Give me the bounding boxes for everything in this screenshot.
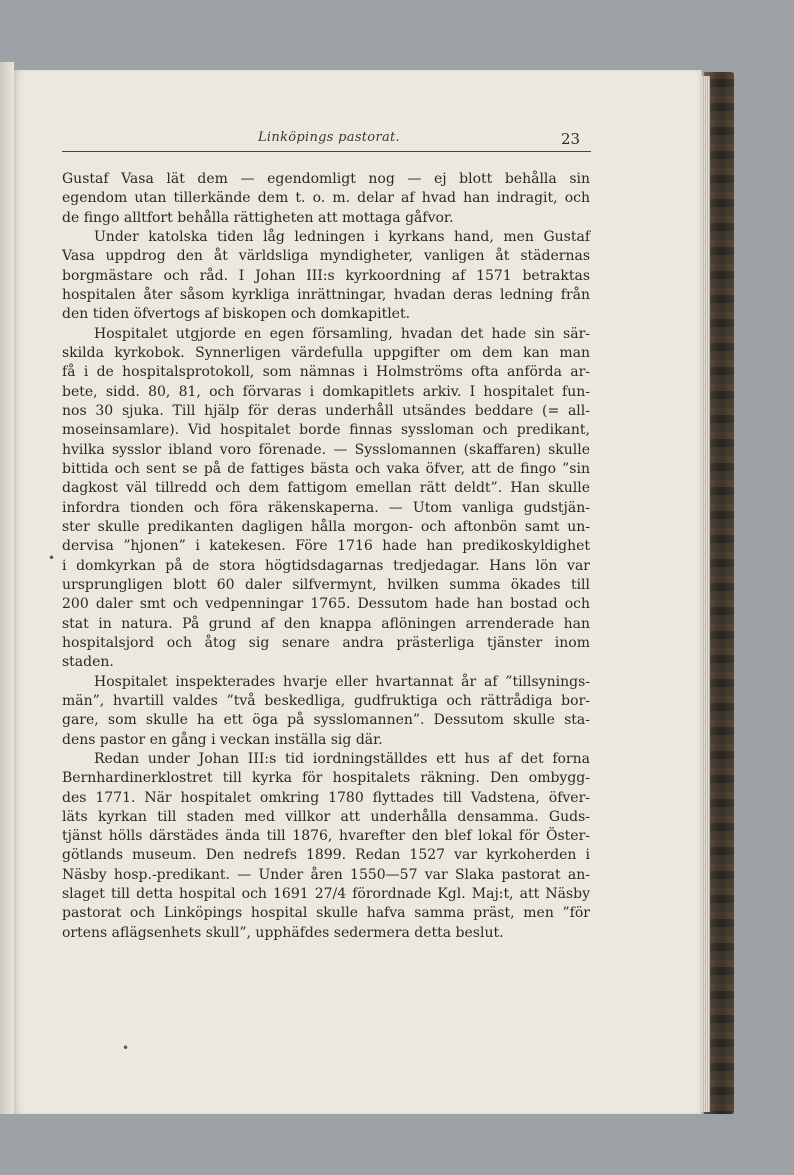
text-line: Gustaf Vasa lät dem — egendomligt nog — ej blott behålla sin <box>62 171 590 187</box>
text-line: infordra tionden och föra räkenskaperna. — Utom vanliga gudstjän- <box>62 499 590 516</box>
text-line: Vasa uppdrog den åt världsliga myndigheter, vanligen åt städernas <box>62 248 590 265</box>
text-line: Under katolska tiden låg ledningen i kyrkans hand, men Gustaf <box>94 228 590 245</box>
text-line: hvilka sysslor ibland voro förenade. — Sysslomannen (skaffaren) skulle <box>62 441 590 458</box>
header-rule <box>62 151 591 152</box>
text-line: tjänst hölls därstädes ända till 1876, hvarefter den blef lokal för Öster- <box>62 828 590 845</box>
text-line: moseinsamlare). Vid hospitalet borde finnas syssloman och predikant, <box>62 422 590 439</box>
page-number: 23 <box>561 130 581 148</box>
text-line: Redan under Johan III:s tid iordningställdes ett hus af det forna <box>94 750 590 767</box>
text-line: få i de hospitalsprotokoll, som nämnas i Holmströms ofta anförda ar- <box>62 364 590 381</box>
text-line: ursprungligen blott 60 daler silfvermynt, hvilken summa ökades till <box>62 576 590 593</box>
margin-dot: • <box>48 551 56 565</box>
running-title: Linköpings pastorat. <box>258 130 400 145</box>
text-line: bittida och sent se på de fattiges bästa och vaka öfver, att de fingo ”sin <box>62 460 590 477</box>
text-line: den tiden öfvertogs af biskopen och domkapitlet. <box>62 306 411 323</box>
text-line: dervisa ”hjonen” i katekesen. Före 1716 hade han predikoskyldighet <box>62 538 590 555</box>
text-line: des 1771. När hospitalet omkring 1780 flyttades till Vadstena, öfver- <box>62 789 590 806</box>
text-line: slaget till detta hospital och 1691 27/4 förordnade Kgl. Maj:t, att Näsby <box>62 886 590 903</box>
facing-page-edge <box>0 62 15 1114</box>
text-line: ster skulle predikanten dagligen hålla morgon- och aftonbön samt un- <box>62 518 590 535</box>
text-line: götlands museum. Den nedrefs 1899. Redan 1527 var kyrkoherden i <box>62 847 590 864</box>
text-line: nos 30 sjuka. Till hjälp för deras underhåll utsändes beddare (= all- <box>62 402 590 419</box>
text-line: borgmästare och råd. I Johan III:s kyrkoordning af 1571 betraktas <box>62 267 590 284</box>
text-line: egendom utan tillerkände dem t. o. m. delar af hvad han indragit, och <box>62 190 590 207</box>
text-line: ortens aflägsenhets skull”, upphäfdes sedermera detta beslut. <box>62 924 504 941</box>
text-line: läts kyrkan till staden med villkor att underhålla densamma. Guds- <box>62 808 590 825</box>
text-line: Hospitalet inspekterades hvarje eller hvartannat år af ”tillsynings- <box>94 673 590 690</box>
text-line: 200 daler smt och vedpenningar 1765. Dessutom hade han bostad och <box>62 596 590 613</box>
text-line: hospitalen åter såsom kyrkliga inrättningar, hvadan deras ledning från <box>62 286 590 303</box>
text-line: hospitalsjord och åtog sig senare andra prästerliga tjänster inom <box>62 634 590 651</box>
text-line: bete, sidd. 80, 81, och förvaras i domkapitlets arkiv. I hospitalet fun- <box>62 383 590 400</box>
text-line: gare, som skulle ha ett öga på sysslomannen”. Dessutom skulle sta- <box>62 712 590 729</box>
text-line: staden. <box>62 654 114 671</box>
text-line: skilda kyrkobok. Synnerligen värdefulla uppgifter om dem kan man <box>62 344 590 361</box>
margin-dot: • <box>122 1041 130 1055</box>
text-line: Bernhardinerklostret till kyrka för hospitalets räkning. Den ombygg- <box>62 770 590 787</box>
text-line: stat in natura. På grund af den knappa aflöningen arrenderade han <box>62 615 590 632</box>
text-line: Hospitalet utgjorde en egen församling, hvadan det hade sin sär- <box>94 325 590 342</box>
text-line: de fingo alltfort behålla rättigheten att mottaga gåfvor. <box>62 209 454 226</box>
text-line: dagkost väl tillredd och dem fattigom emellan rätt deldt”. Han skulle <box>62 480 590 497</box>
text-line: Näsby hosp.-predikant. — Under åren 1550—57 var Slaka pastorat an- <box>62 866 590 883</box>
text-line: i domkyrkan på de stora högtidsdagarnas tredjedagar. Hans lön var <box>62 557 590 574</box>
text-line: män”, hvartill valdes ”två beskedliga, gudfruktiga och rättrådiga bor- <box>62 692 590 709</box>
text-line: dens pastor en gång i veckan inställa sig där. <box>62 731 383 748</box>
text-line: pastorat och Linköpings hospital skulle hafva samma präst, men ”för <box>62 905 590 922</box>
body-text <box>62 170 590 943</box>
